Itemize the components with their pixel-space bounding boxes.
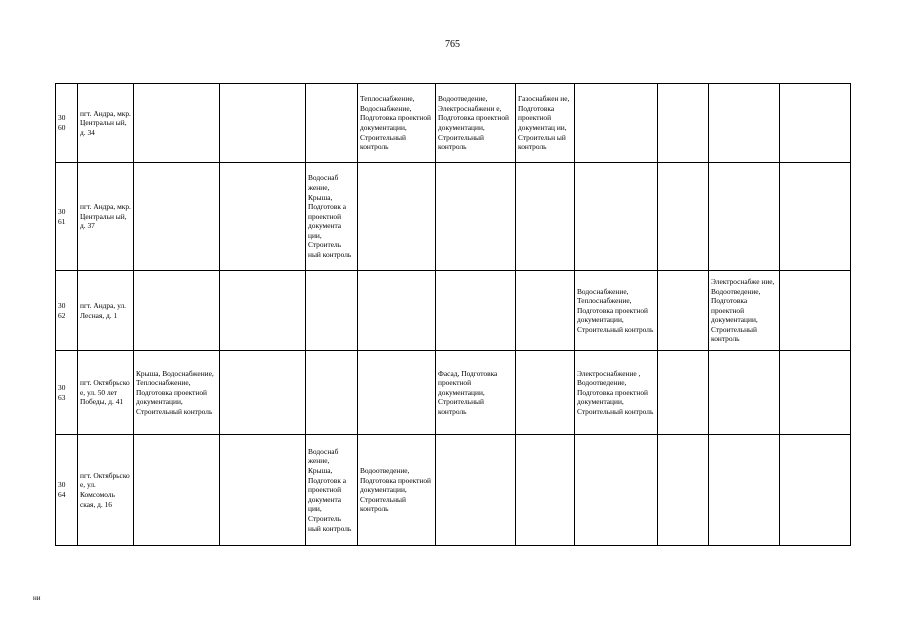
row-number: 30 63 bbox=[56, 351, 78, 435]
work-cell: Водоснаб жение, Крыша, Подготовк а проектной документа ции, Строитель ный контроль bbox=[306, 435, 358, 546]
work-cell bbox=[780, 351, 851, 435]
work-cell bbox=[709, 163, 780, 271]
work-cell bbox=[220, 163, 306, 271]
work-cell bbox=[658, 351, 709, 435]
table-row bbox=[56, 163, 851, 271]
table-row bbox=[56, 271, 851, 351]
work-cell: Газоснабжен ие, Подготовка проектной документац ии, Строительн ый контроль bbox=[516, 84, 575, 163]
program-table bbox=[55, 83, 851, 546]
work-cell: Теплоснабжение, Водоснабжение, Подготовка проектной документации, Строительный контроль bbox=[358, 84, 436, 163]
footer-mark: ни bbox=[33, 594, 41, 602]
work-cell bbox=[575, 163, 658, 271]
work-cell: Водоотведение, Электроснабжени е, Подготовка проектной документации, Строительный контроль bbox=[436, 84, 516, 163]
work-cell: Электроснабжение , Водоотведение, Подготовка проектной документации, Строительный контроль bbox=[575, 351, 658, 435]
work-cell: Водоснаб жение, Крыша, Подготовк а проектной документа ции, Строитель ный контроль bbox=[306, 163, 358, 271]
work-cell bbox=[134, 84, 220, 163]
work-cell bbox=[516, 351, 575, 435]
row-number: 30 60 bbox=[56, 84, 78, 163]
work-cell bbox=[575, 84, 658, 163]
work-cell bbox=[306, 271, 358, 351]
work-cell bbox=[658, 163, 709, 271]
work-cell bbox=[516, 163, 575, 271]
work-cell bbox=[358, 271, 436, 351]
work-cell bbox=[516, 435, 575, 546]
work-cell bbox=[220, 84, 306, 163]
work-cell bbox=[134, 163, 220, 271]
work-cell bbox=[436, 163, 516, 271]
work-cell bbox=[780, 435, 851, 546]
table-row bbox=[56, 435, 851, 546]
work-cell bbox=[306, 351, 358, 435]
work-cell bbox=[220, 271, 306, 351]
work-cell bbox=[134, 271, 220, 351]
work-cell bbox=[436, 435, 516, 546]
page-number: 765 bbox=[445, 39, 460, 50]
address-cell: пгт. Октябрьско е, ул. Комсомоль ская, д. 16 bbox=[78, 435, 134, 546]
work-cell bbox=[220, 351, 306, 435]
work-cell bbox=[306, 84, 358, 163]
work-cell bbox=[658, 435, 709, 546]
row-number: 30 64 bbox=[56, 435, 78, 546]
work-cell bbox=[516, 271, 575, 351]
row-number: 30 61 bbox=[56, 163, 78, 271]
work-cell: Электроснабже ние, Водоотведение, Подготовка проектной документации, Строительный контроль bbox=[709, 271, 780, 351]
work-cell bbox=[436, 271, 516, 351]
work-cell bbox=[658, 271, 709, 351]
row-number: 30 62 bbox=[56, 271, 78, 351]
work-cell: Водоотведение, Подготовка проектной документации, Строительный контроль bbox=[358, 435, 436, 546]
work-cell bbox=[220, 435, 306, 546]
work-cell bbox=[358, 163, 436, 271]
work-cell: Фасад, Подготовка проектной документации, Строительный контроль bbox=[436, 351, 516, 435]
address-cell: пгт. Андра, ул. Лесная, д. 1 bbox=[78, 271, 134, 351]
work-cell bbox=[358, 351, 436, 435]
work-cell bbox=[709, 84, 780, 163]
work-cell bbox=[658, 84, 709, 163]
work-cell bbox=[780, 271, 851, 351]
work-cell bbox=[575, 435, 658, 546]
address-cell: пгт. Андра, мкр. Центральн ый, д. 34 bbox=[78, 84, 134, 163]
work-cell bbox=[709, 435, 780, 546]
address-cell: пгт. Октябрьско е, ул. 50 лет Победы, д. 41 bbox=[78, 351, 134, 435]
table-row bbox=[56, 84, 851, 163]
work-cell bbox=[134, 435, 220, 546]
work-cell bbox=[709, 351, 780, 435]
work-cell: Крыша, Водоснабжение, Теплоснабжение, Подготовка проектной документации, Строительный контроль bbox=[134, 351, 220, 435]
work-cell: Водоснабжение, Теплоснабжение, Подготовка проектной документации, Строительный контроль bbox=[575, 271, 658, 351]
address-cell: пгт. Андра, мкр. Центральн ый, д. 37 bbox=[78, 163, 134, 271]
work-cell bbox=[780, 163, 851, 271]
table-row bbox=[56, 351, 851, 435]
work-cell bbox=[780, 84, 851, 163]
